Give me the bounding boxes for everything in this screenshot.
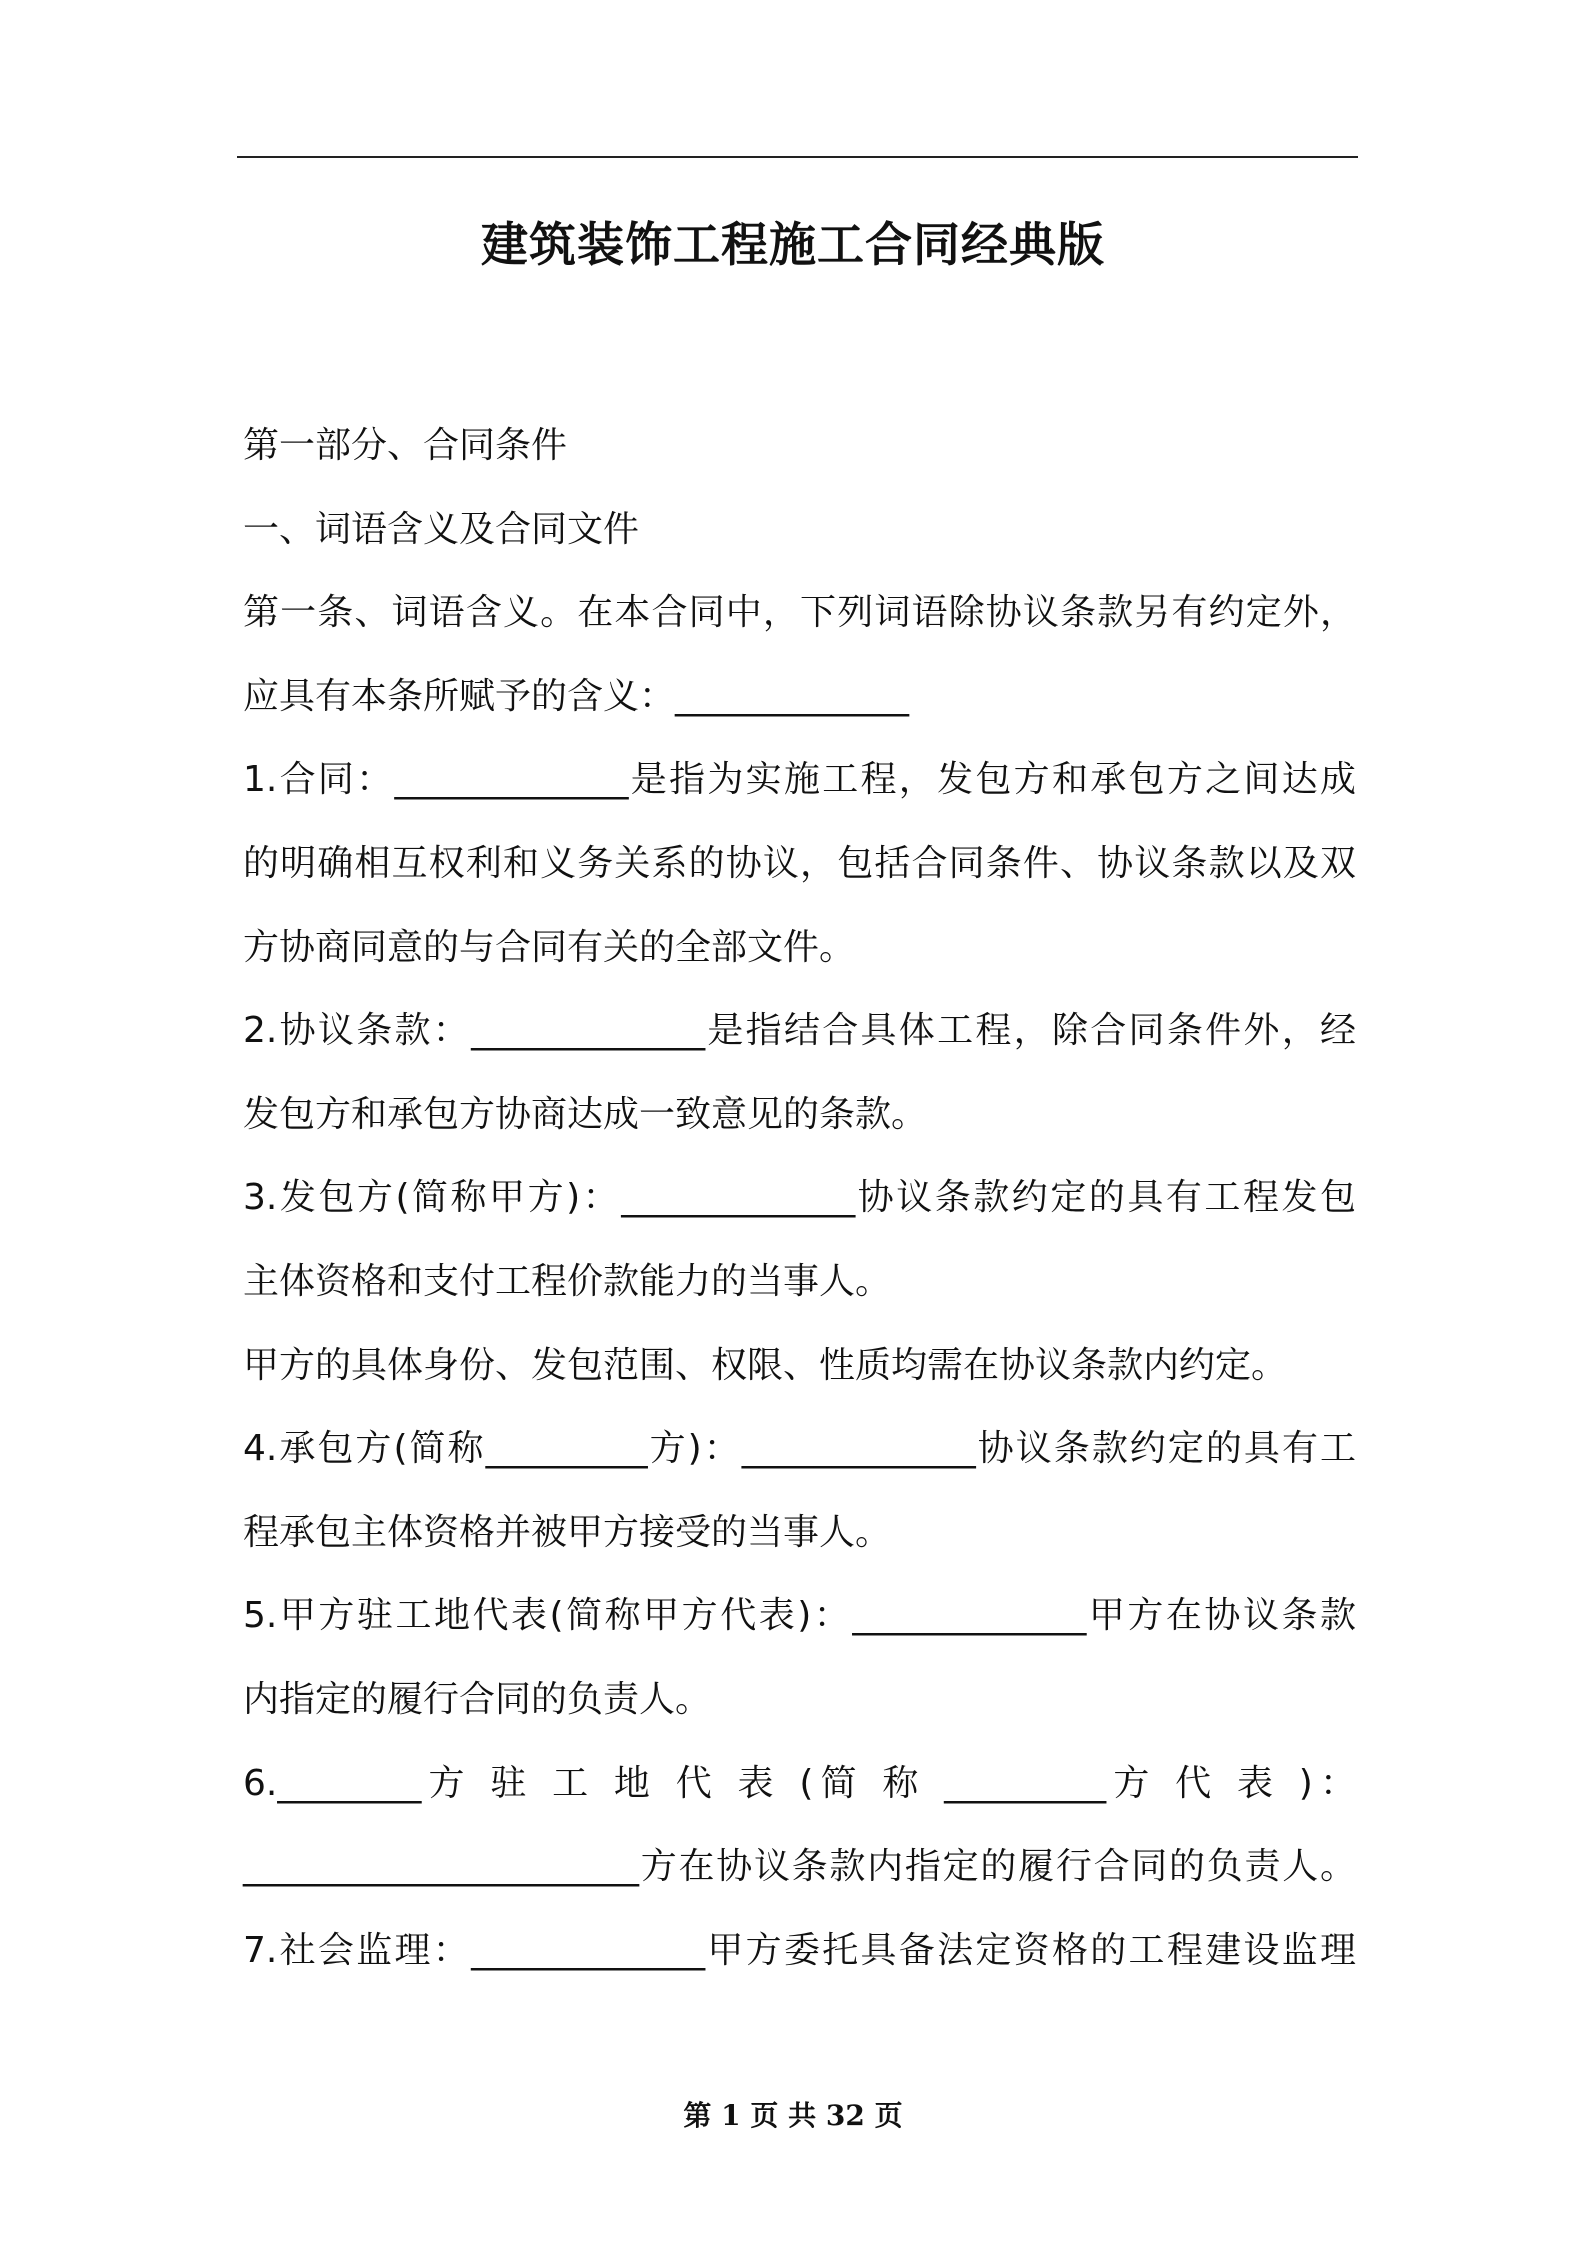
text-line: 1.合同：_____________是指为实施工程，发包方和承包方之间达成 (243, 759, 1356, 801)
text-line: 内指定的履行合同的负责人。 (243, 1678, 712, 1720)
text-line: 4.承包方(简称_________方)：_____________协议条款约定的具有工 (243, 1428, 1356, 1470)
text-line: 第一部分、合同条件 (243, 425, 568, 466)
page-number-footer: 第 1 页 共 32 页 (683, 2099, 903, 2132)
text-line: 6.________方 驻 工 地 代 表 (简 称 _________方 代 表 )： (243, 1762, 1356, 1804)
text-line: 的明确相互权利和义务关系的协议，包括合同条件、协议条款以及双 (243, 842, 1356, 884)
text-line: 发包方和承包方协商达成一致意见的条款。 (243, 1093, 928, 1135)
document-body (243, 404, 1356, 1992)
document-title: 建筑装饰工程施工合同经典版 (481, 218, 1105, 273)
header-rule (237, 156, 1358, 158)
text-line: 3.发包方(简称甲方)：_____________协议条款约定的具有工程发包 (243, 1177, 1356, 1219)
text-line: 方协商同意的与合同有关的全部文件。 (243, 926, 856, 968)
text-line: ______________________方在协议条款内指定的履行合同的负责人。 (243, 1846, 1356, 1888)
text-line: 第一条、词语含义。在本合同中，下列词语除协议条款另有约定外， (243, 592, 1356, 634)
text-line: 5.甲方驻工地代表(简称甲方代表)：_____________甲方在协议条款 (243, 1595, 1356, 1637)
text-line: 甲方的具体身份、发包范围、权限、性质均需在协议条款内约定。 (243, 1344, 1288, 1386)
text-line: 程承包主体资格并被甲方接受的当事人。 (243, 1511, 892, 1553)
text-line: 2.协议条款：_____________是指结合具体工程，除合同条件外，经 (243, 1010, 1356, 1052)
text-line: 一、词语含义及合同文件 (243, 508, 640, 550)
text-line: 应具有本条所赋予的含义：_____________ (243, 675, 910, 717)
text-line: 主体资格和支付工程价款能力的当事人。 (243, 1260, 892, 1302)
text-line: 7.社会监理：_____________甲方委托具备法定资格的工程建设监理 (243, 1929, 1356, 1971)
